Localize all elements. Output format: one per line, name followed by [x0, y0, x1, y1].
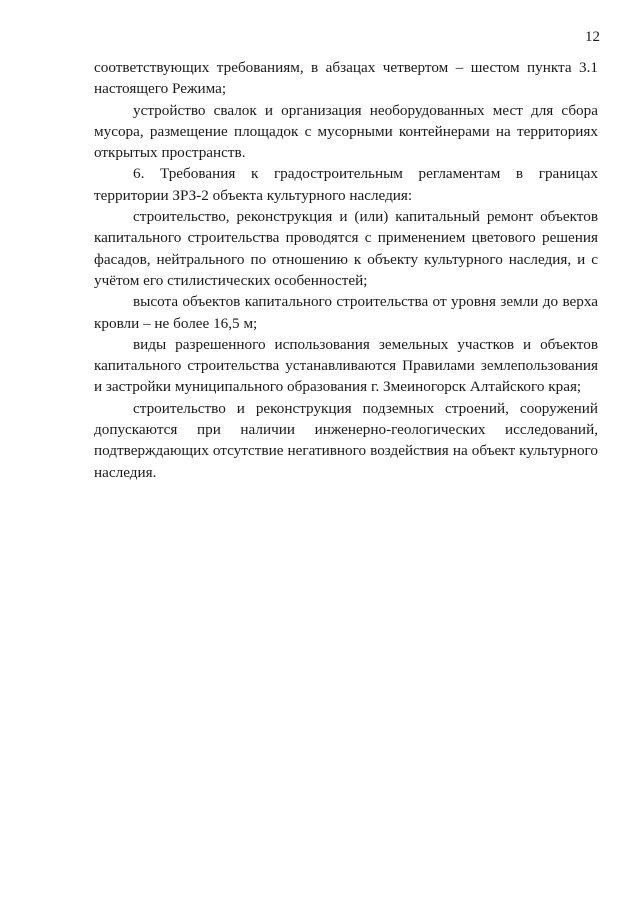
- paragraph-5: высота объектов капитального строительства от уровня земли до верха кровли – не более 16,5 м;: [94, 293, 598, 332]
- paragraph-3: 6. Требования к градостроительным регламентам в границах территории ЗРЗ-2 объекта культурного наследия:: [94, 165, 598, 204]
- paragraph-2: устройство свалок и организация необорудованных мест для сбора мусора, размещение площадок с мусорными контейнерами на территориях открытых пространств.: [94, 101, 598, 162]
- paragraph-1: соответствующих требованиям, в абзацах четвертом – шестом пункта 3.1 настоящего Режима;: [94, 59, 598, 98]
- document-body: [94, 57, 598, 483]
- page-number: 12: [585, 29, 600, 45]
- paragraph-4: строительство, реконструкция и (или) капитальный ремонт объектов капитального строительства проводятся с применением цветового решения фасадов, нейтрального по отношению к объекту культурного наследия, и с учётом его стилистических особенностей;: [94, 208, 598, 289]
- paragraph-7: строительство и реконструкция подземных строений, сооружений допускаются при наличии инженерно-геологических исследований, подтверждающих отсутствие негативного воздействия на объект культурного наследия.: [94, 399, 598, 481]
- paragraph-6: виды разрешенного использования земельных участков и объектов капитального строительства устанавливаются Правилами землепользования и застройки муниципального образования г. Змеиногорск Алтайского края;: [94, 335, 598, 396]
